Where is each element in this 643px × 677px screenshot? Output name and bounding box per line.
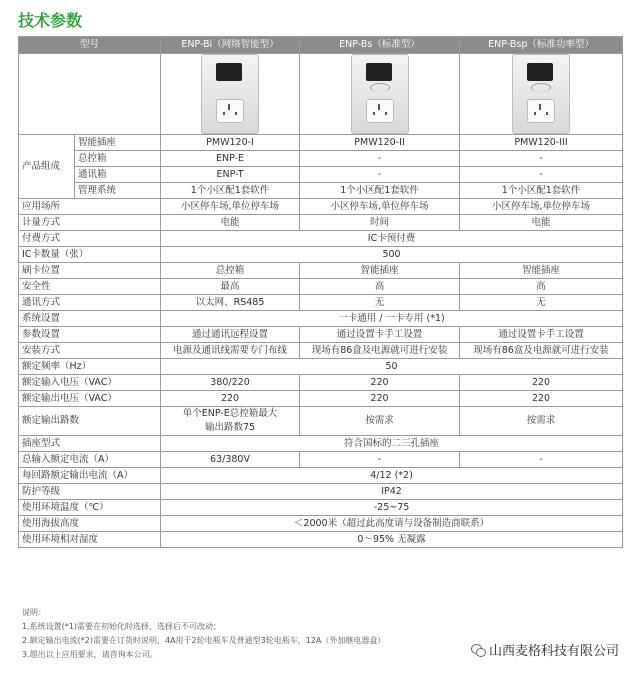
row-label: 通讯箱: [75, 167, 161, 183]
table-cell: PMW120-III: [460, 135, 623, 151]
row-label: 刷卡位置: [19, 263, 161, 279]
table-cell: -: [300, 151, 460, 167]
table-cell: 总控箱: [161, 263, 300, 279]
note-line-3: 3.超出以上应用要求，请咨询本公司。: [22, 650, 158, 659]
row-label: 付费方式: [19, 231, 161, 247]
enp-bi-device-image: [161, 54, 300, 135]
row-label: 参数设置: [19, 327, 161, 343]
table-cell: 无: [300, 295, 460, 311]
table-row: [19, 135, 623, 151]
row-label: 管理系统: [75, 183, 161, 199]
table-cell: 小区停车场,单位停车场: [300, 199, 460, 215]
table-row: [19, 375, 623, 391]
table-row: [19, 532, 623, 548]
header-enp-bi: ENP-Bi（网络智能型）: [161, 37, 300, 54]
table-row: [19, 295, 623, 311]
table-row: [19, 327, 623, 343]
table-cell: 380/220: [161, 375, 300, 391]
notes-heading: 说明：: [22, 608, 46, 617]
table-cell: 220: [161, 391, 300, 407]
row-label: 安全性: [19, 279, 161, 295]
table-row: [19, 311, 623, 327]
notes: [22, 606, 385, 662]
spec-table: [18, 36, 623, 548]
table-cell: 时间: [300, 215, 460, 231]
group-label: 产品组成: [19, 135, 75, 199]
row-label: 插座型式: [19, 436, 161, 452]
table-cell: -: [460, 167, 623, 183]
row-label: IC卡数量（张）: [19, 247, 161, 263]
table-cell: 1个小区配1套软件: [161, 183, 300, 199]
table-row: [19, 247, 623, 263]
table-cell: 以太网、RS485: [161, 295, 300, 311]
table-cell-merged: IC卡预付费: [161, 231, 623, 247]
table-cell: -: [300, 452, 460, 468]
row-label: 总控箱: [75, 151, 161, 167]
table-cell-merged: 500: [161, 247, 623, 263]
table-cell-merged: ＜2000米（超过此高度请与设备制造商联系）: [161, 516, 623, 532]
table-row: [19, 263, 623, 279]
row-label: 通讯方式: [19, 295, 161, 311]
table-cell: 通过设置卡手工设置: [300, 327, 460, 343]
table-cell: 现场有86盒及电源就可进行安装: [460, 343, 623, 359]
table-cell: 按需求: [300, 407, 460, 436]
header-enp-bsp: ENP-Bsp（标准功率型）: [460, 37, 623, 54]
table-cell: -: [300, 167, 460, 183]
table-cell: -: [460, 452, 623, 468]
table-row: [19, 183, 623, 199]
table-cell: 通过设置卡手工设置: [460, 327, 623, 343]
table-cell: PMW120-I: [161, 135, 300, 151]
row-label: 防护等级: [19, 484, 161, 500]
table-row: [19, 452, 623, 468]
table-cell: 高: [300, 279, 460, 295]
table-cell-merged: 一卡通用 / 一卡专用 (*1): [161, 311, 623, 327]
table-cell-merged: 符合国标的二三孔插座: [161, 436, 623, 452]
table-cell: 智能插座: [300, 263, 460, 279]
header-enp-bs: ENP-Bs（标准型）: [300, 37, 460, 54]
table-cell-merged: IP42: [161, 484, 623, 500]
row-label: 每回路额定输出电流（A）: [19, 468, 161, 484]
table-row: [19, 231, 623, 247]
row-label: 额定频率（Hz）: [19, 359, 161, 375]
table-cell: 小区停车场,单位停车场: [460, 199, 623, 215]
table-row: [19, 436, 623, 452]
table-cell: 电能: [161, 215, 300, 231]
table-cell: 现场有86盒及电源就可进行安装: [300, 343, 460, 359]
row-label: 系统设置: [19, 311, 161, 327]
table-cell: 智能插座: [460, 263, 623, 279]
table-cell: ENP-T: [161, 167, 300, 183]
table-cell: 通过通讯远程设置: [161, 327, 300, 343]
header-model: 型号: [19, 37, 161, 54]
table-row: [19, 484, 623, 500]
table-cell: 1个小区配1套软件: [460, 183, 623, 199]
table-cell: 1个小区配1套软件: [300, 183, 460, 199]
table-row: [19, 167, 623, 183]
table-row: [19, 151, 623, 167]
table-header-row: [19, 37, 623, 54]
table-row: [19, 199, 623, 215]
table-cell: 220: [300, 375, 460, 391]
table-cell: 220: [460, 375, 623, 391]
row-label: 额定输入电压（VAC）: [19, 375, 161, 391]
table-row: [19, 391, 623, 407]
row-label: 安装方式: [19, 343, 161, 359]
table-cell-merged: -25~75: [161, 500, 623, 516]
table-row: [19, 279, 623, 295]
table-cell: 最高: [161, 279, 300, 295]
table-row: [19, 215, 623, 231]
row-label: 计量方式: [19, 215, 161, 231]
table-row: [19, 468, 623, 484]
table-cell-merged: 50: [161, 359, 623, 375]
row-label: 额定输出路数: [19, 407, 161, 436]
table-cell: 电能: [460, 215, 623, 231]
table-cell-merged: 0～95% 无凝露: [161, 532, 623, 548]
row-label: 额定输出电压（VAC）: [19, 391, 161, 407]
row-label: 应用场所: [19, 199, 161, 215]
table-cell: -: [460, 151, 623, 167]
table-cell: PMW120-II: [300, 135, 460, 151]
company-watermark: [467, 638, 623, 661]
row-label: 使用环境相对湿度: [19, 532, 161, 548]
table-cell-merged: 4/12 (*2): [161, 468, 623, 484]
table-cell: 单个ENP-E总控箱最大 输出路数75: [161, 407, 300, 436]
image-row: [19, 54, 623, 135]
table-cell: ENP-E: [161, 151, 300, 167]
note-line-2: 2.额定输出电流(*2)需要在订货时说明，4A用于2轮电瓶车及普通型3轮电瓶车，12A（外加继电器盒）: [22, 636, 386, 645]
wechat-icon: [471, 644, 485, 656]
company-name: 山西麦格科技有限公司: [488, 644, 619, 659]
note-line-1: 1.系统设置(*1)需要在初始化时选择，选择后不可改动；: [22, 622, 221, 631]
table-row: [19, 500, 623, 516]
table-cell: 63/380V: [161, 452, 300, 468]
table-cell: 220: [300, 391, 460, 407]
image-row-label: [19, 54, 161, 135]
table-row: [19, 343, 623, 359]
table-row: [19, 407, 623, 436]
row-label: 智能插座: [75, 135, 161, 151]
table-row: [19, 359, 623, 375]
table-cell: 220: [460, 391, 623, 407]
row-label: 使用环境温度（℃）: [19, 500, 161, 516]
table-cell: 小区停车场,单位停车场: [161, 199, 300, 215]
enp-bsp-device-image: [460, 54, 623, 135]
table-cell: 高: [460, 279, 623, 295]
enp-bs-device-image: [300, 54, 460, 135]
row-label: 使用海拔高度: [19, 516, 161, 532]
table-cell: 无: [460, 295, 623, 311]
table-cell: 按需求: [460, 407, 623, 436]
table-row: [19, 516, 623, 532]
page-title: 技术参数: [18, 11, 83, 30]
row-label: 总输入额定电流（A）: [19, 452, 161, 468]
table-cell: 电源及通讯线需要专门布线: [161, 343, 300, 359]
